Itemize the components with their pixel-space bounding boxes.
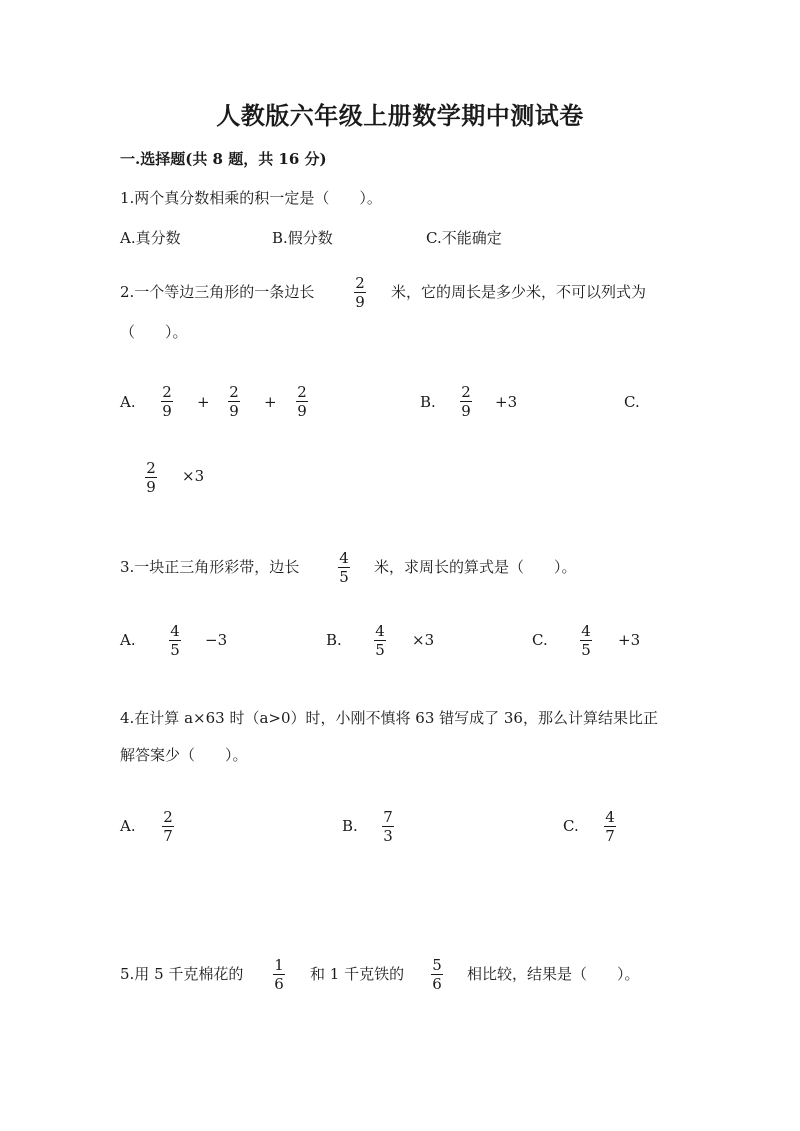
question-2-option-b-fraction	[456, 383, 476, 420]
fraction-numerator: 4	[339, 549, 349, 567]
question-4-option-b-fraction	[378, 808, 398, 845]
question-2-option-c-tail: ×3	[182, 467, 205, 485]
plus-sign: +	[264, 393, 277, 411]
fraction-denominator: 6	[274, 975, 284, 993]
question-2-option-a-fraction-2	[224, 383, 244, 420]
question-4-option-a-label: A.	[120, 817, 136, 835]
question-4-option-c-fraction	[600, 808, 620, 845]
question-4-stem-line-1: 4.在计算 a×63 时（a>0）时，小刚不慎将 63 错写成了 36，那么计算结果比正	[120, 709, 658, 727]
question-2-option-b-tail: +3	[495, 393, 518, 411]
fraction-numerator: 2	[162, 383, 172, 401]
fraction-denominator: 5	[339, 568, 349, 586]
question-1-option-b: B.假分数	[272, 229, 333, 247]
fraction-denominator: 5	[581, 641, 591, 659]
question-4-option-b-label: B.	[342, 817, 358, 835]
question-2-option-b-label: B.	[420, 393, 436, 411]
fraction-numerator: 2	[355, 274, 365, 292]
question-4-option-a-fraction	[158, 808, 178, 845]
question-3-option-b-fraction	[370, 622, 390, 659]
question-2-option-a-label: A.	[120, 393, 136, 411]
question-2-option-c-label: C.	[624, 393, 640, 411]
question-5-fraction-1	[269, 956, 289, 993]
question-3-option-a-tail: −3	[205, 631, 228, 649]
question-3-option-c-fraction	[576, 622, 596, 659]
question-2-stem-start: 2.一个等边三角形的一条边长	[120, 283, 315, 301]
question-4-stem-line-2: 解答案少（ ）。	[120, 746, 248, 764]
fraction-numerator: 4	[375, 622, 385, 640]
question-2-option-c-fraction	[141, 459, 161, 496]
question-3-option-b-label: B.	[326, 631, 342, 649]
question-2-stem-end: （ ）。	[120, 323, 188, 341]
question-2-stem-middle: 米，它的周长是多少米，不可以列式为	[391, 283, 647, 301]
question-1-stem: 1.两个真分数相乘的积一定是（ ）。	[120, 189, 382, 207]
fraction-denominator: 9	[229, 402, 239, 420]
fraction-numerator: 4	[605, 808, 615, 826]
fraction-numerator: 5	[432, 956, 442, 974]
question-3-fraction	[334, 549, 354, 586]
fraction-denominator: 7	[605, 827, 615, 845]
plus-sign: +	[197, 393, 210, 411]
question-3-stem-end: 米，求周长的算式是（ ）。	[374, 558, 577, 576]
fraction-numerator: 2	[229, 383, 239, 401]
fraction-denominator: 9	[355, 293, 365, 311]
question-3-option-c-label: C.	[532, 631, 548, 649]
question-1-option-c: C.不能确定	[426, 229, 502, 247]
question-3-stem-start: 3.一块正三角形彩带，边长	[120, 558, 300, 576]
question-5-stem-start: 5.用 5 千克棉花的	[120, 965, 244, 983]
question-4-option-c-label: C.	[563, 817, 579, 835]
question-2-option-a-fraction-1	[157, 383, 177, 420]
fraction-denominator: 5	[170, 641, 180, 659]
fraction-denominator: 3	[383, 827, 393, 845]
question-5-stem-middle: 和 1 千克铁的	[310, 965, 405, 983]
question-1-option-a: A.真分数	[120, 229, 181, 247]
question-3-option-a-fraction	[165, 622, 185, 659]
question-5-fraction-2	[427, 956, 447, 993]
fraction-numerator: 2	[146, 459, 156, 477]
fraction-numerator: 4	[170, 622, 180, 640]
fraction-denominator: 7	[163, 827, 173, 845]
page-title: 人教版六年级上册数学期中测试卷	[216, 101, 584, 130]
question-3-option-c-tail: +3	[618, 631, 641, 649]
fraction-numerator: 2	[461, 383, 471, 401]
fraction-numerator: 2	[163, 808, 173, 826]
question-2-fraction	[350, 274, 370, 311]
question-3-option-b-tail: ×3	[412, 631, 435, 649]
fraction-numerator: 1	[274, 956, 284, 974]
fraction-denominator: 9	[297, 402, 307, 420]
fraction-numerator: 7	[383, 808, 393, 826]
section-heading: 一.选择题(共 8 题，共 16 分)	[120, 150, 327, 168]
question-5-stem-end: 相比较，结果是（ ）。	[467, 965, 640, 983]
fraction-numerator: 2	[297, 383, 307, 401]
fraction-denominator: 6	[432, 975, 442, 993]
question-2-option-a-fraction-3	[292, 383, 312, 420]
fraction-denominator: 9	[146, 478, 156, 496]
question-3-option-a-label: A.	[120, 631, 136, 649]
fraction-denominator: 9	[461, 402, 471, 420]
fraction-denominator: 5	[375, 641, 385, 659]
fraction-denominator: 9	[162, 402, 172, 420]
fraction-numerator: 4	[581, 622, 591, 640]
